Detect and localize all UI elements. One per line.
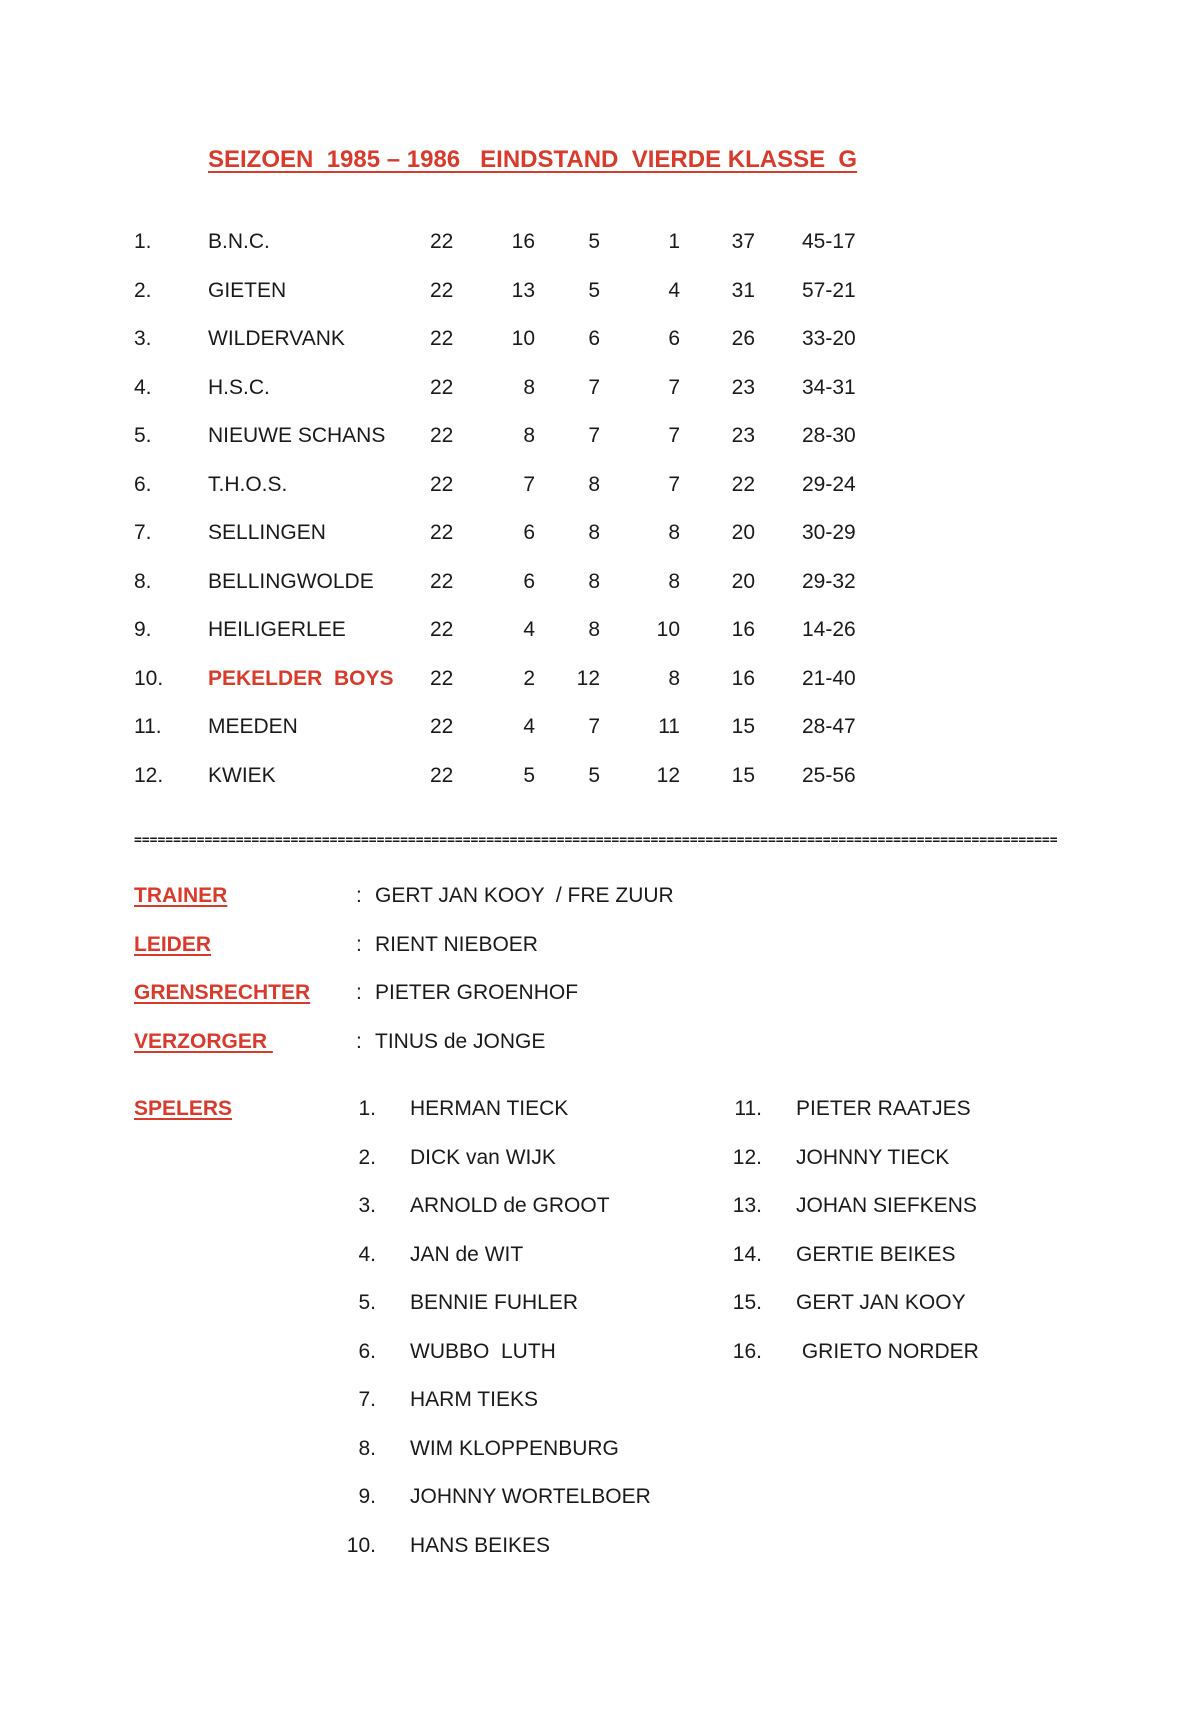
played-cell: 22 bbox=[430, 763, 454, 787]
played-cell: 22 bbox=[430, 666, 454, 690]
lost-cell: 7 bbox=[668, 375, 680, 399]
won-cell: 6 bbox=[523, 521, 535, 544]
position-cell: 6. bbox=[134, 472, 152, 496]
table-row bbox=[0, 667, 1196, 697]
position-cell: 1. bbox=[134, 230, 152, 253]
lost-cell: 12 bbox=[656, 763, 680, 787]
player-name: GRIETO NORDER bbox=[796, 1339, 979, 1363]
player-item bbox=[336, 1194, 736, 1224]
drawn-cell: 12 bbox=[576, 666, 600, 690]
goal-difference-cell: 45-17 bbox=[802, 230, 856, 253]
player-number: 13. bbox=[732, 1194, 762, 1217]
staff-row bbox=[0, 884, 1196, 914]
table-row bbox=[0, 715, 1196, 745]
won-cell: 4 bbox=[523, 618, 535, 641]
played-cell: 22 bbox=[430, 521, 454, 544]
drawn-cell: 7 bbox=[588, 715, 600, 738]
lost-cell: 7 bbox=[668, 472, 680, 496]
played-cell: 22 bbox=[430, 327, 454, 350]
team-name-cell: NIEUWE SCHANS bbox=[208, 424, 386, 447]
points-cell: 23 bbox=[731, 375, 755, 399]
player-name: JOHNNY WORTELBOER bbox=[410, 1485, 651, 1508]
team-name-cell: SELLINGEN bbox=[208, 521, 326, 544]
drawn-cell: 7 bbox=[588, 424, 600, 447]
position-cell: 5. bbox=[134, 424, 152, 447]
played-cell: 22 bbox=[430, 230, 454, 253]
staff-role: VERZORGER bbox=[134, 1029, 273, 1053]
won-cell: 8 bbox=[523, 375, 535, 399]
player-item bbox=[336, 1146, 736, 1176]
team-name-cell: T.H.O.S. bbox=[208, 472, 288, 496]
player-number: 10. bbox=[346, 1533, 376, 1557]
position-cell: 9. bbox=[134, 618, 152, 641]
lost-cell: 7 bbox=[668, 424, 680, 447]
won-cell: 8 bbox=[523, 424, 535, 447]
team-name-cell: GIETEN bbox=[208, 278, 287, 302]
staff-row bbox=[0, 1030, 1196, 1060]
points-cell: 20 bbox=[731, 521, 755, 544]
goal-difference-cell: 14-26 bbox=[802, 618, 856, 641]
played-cell: 22 bbox=[430, 424, 454, 447]
table-row bbox=[0, 764, 1196, 794]
divider-line: ====================================================================================================================== bbox=[134, 834, 1058, 848]
player-name: JOHAN SIEFKENS bbox=[796, 1194, 977, 1217]
player-item bbox=[336, 1243, 736, 1273]
player-item bbox=[336, 1291, 736, 1321]
team-name-cell: B.N.C. bbox=[208, 230, 270, 253]
staff-role: TRAINER bbox=[134, 884, 228, 907]
played-cell: 22 bbox=[430, 472, 454, 496]
lost-cell: 11 bbox=[658, 715, 680, 738]
table-row bbox=[0, 521, 1196, 551]
goal-difference-cell: 33-20 bbox=[802, 327, 856, 350]
played-cell: 22 bbox=[430, 375, 454, 399]
player-item bbox=[336, 1437, 736, 1467]
player-name: HARM TIEKS bbox=[410, 1388, 538, 1411]
lost-cell: 8 bbox=[668, 666, 680, 690]
player-item bbox=[722, 1194, 1122, 1224]
player-name: BENNIE FUHLER bbox=[410, 1291, 579, 1314]
player-number: 14. bbox=[732, 1242, 762, 1266]
colon-separator: : bbox=[356, 981, 362, 1004]
points-cell: 26 bbox=[731, 327, 755, 350]
lost-cell: 4 bbox=[668, 278, 680, 302]
player-number: 15. bbox=[732, 1291, 762, 1314]
lost-cell: 8 bbox=[668, 569, 680, 593]
colon-separator: : bbox=[356, 932, 362, 956]
points-cell: 20 bbox=[731, 569, 755, 593]
table-row bbox=[0, 473, 1196, 503]
points-cell: 15 bbox=[731, 763, 755, 787]
table-row bbox=[0, 327, 1196, 357]
played-cell: 22 bbox=[430, 715, 454, 738]
position-cell: 10. bbox=[134, 666, 164, 690]
player-number: 11. bbox=[734, 1097, 762, 1120]
table-row bbox=[0, 279, 1196, 309]
player-name: ARNOLD de GROOT bbox=[410, 1194, 610, 1217]
played-cell: 22 bbox=[430, 618, 454, 641]
staff-row bbox=[0, 933, 1196, 963]
player-name: JOHNNY TIECK bbox=[796, 1145, 950, 1169]
colon-separator: : bbox=[356, 884, 362, 907]
points-cell: 16 bbox=[731, 666, 755, 690]
player-number: 8. bbox=[358, 1436, 376, 1460]
player-item bbox=[336, 1388, 736, 1418]
staff-name: TINUS de JONGE bbox=[375, 1029, 546, 1053]
team-name-cell: BELLINGWOLDE bbox=[208, 569, 374, 593]
drawn-cell: 5 bbox=[588, 763, 600, 787]
won-cell: 2 bbox=[523, 666, 535, 690]
player-item bbox=[722, 1243, 1122, 1273]
drawn-cell: 8 bbox=[588, 569, 600, 593]
player-number: 4. bbox=[358, 1242, 376, 1266]
player-number: 7. bbox=[358, 1388, 376, 1411]
goal-difference-cell: 29-32 bbox=[802, 569, 856, 593]
table-row bbox=[0, 570, 1196, 600]
player-name: HANS BEIKES bbox=[410, 1533, 551, 1557]
played-cell: 22 bbox=[430, 278, 454, 302]
position-cell: 2. bbox=[134, 278, 152, 302]
won-cell: 10 bbox=[511, 327, 535, 350]
lost-cell: 8 bbox=[668, 521, 680, 544]
goal-difference-cell: 28-47 bbox=[802, 715, 856, 738]
staff-row bbox=[0, 981, 1196, 1011]
won-cell: 7 bbox=[523, 472, 535, 496]
player-item bbox=[336, 1485, 736, 1515]
goal-difference-cell: 25-56 bbox=[802, 763, 856, 787]
won-cell: 6 bbox=[523, 569, 535, 593]
goal-difference-cell: 21-40 bbox=[802, 666, 856, 690]
position-cell: 3. bbox=[134, 327, 152, 350]
player-name: GERT JAN KOOY bbox=[796, 1291, 966, 1314]
position-cell: 11. bbox=[134, 715, 162, 738]
table-row bbox=[0, 618, 1196, 648]
player-name: GERTIE BEIKES bbox=[796, 1242, 956, 1266]
position-cell: 8. bbox=[134, 569, 152, 593]
team-name-cell: PEKELDER BOYS bbox=[208, 666, 394, 690]
points-cell: 22 bbox=[731, 472, 755, 496]
player-number: 6. bbox=[358, 1339, 376, 1363]
player-item bbox=[722, 1340, 1122, 1370]
player-name: PIETER RAATJES bbox=[796, 1097, 971, 1120]
player-number: 16. bbox=[732, 1339, 762, 1363]
player-name: JAN de WIT bbox=[410, 1242, 524, 1266]
team-name-cell: HEILIGERLEE bbox=[208, 618, 346, 641]
player-item bbox=[722, 1146, 1122, 1176]
goal-difference-cell: 30-29 bbox=[802, 521, 856, 544]
lost-cell: 10 bbox=[656, 618, 680, 641]
drawn-cell: 7 bbox=[588, 375, 600, 399]
points-cell: 37 bbox=[731, 230, 755, 253]
drawn-cell: 8 bbox=[588, 472, 600, 496]
goal-difference-cell: 28-30 bbox=[802, 424, 856, 447]
position-cell: 12. bbox=[134, 763, 164, 787]
player-number: 1. bbox=[358, 1097, 376, 1120]
player-name: HERMAN TIECK bbox=[410, 1097, 569, 1120]
team-name-cell: KWIEK bbox=[208, 763, 276, 787]
team-name-cell: MEEDEN bbox=[208, 715, 298, 738]
position-cell: 7. bbox=[134, 521, 152, 544]
won-cell: 4 bbox=[523, 715, 535, 738]
player-item bbox=[336, 1534, 736, 1564]
goal-difference-cell: 57-21 bbox=[802, 278, 856, 302]
lost-cell: 1 bbox=[668, 230, 680, 253]
player-name: WUBBO LUTH bbox=[410, 1339, 556, 1363]
player-item bbox=[722, 1291, 1122, 1321]
player-number: 5. bbox=[358, 1291, 376, 1314]
goal-difference-cell: 29-24 bbox=[802, 472, 856, 496]
player-number: 2. bbox=[358, 1145, 376, 1169]
drawn-cell: 8 bbox=[588, 521, 600, 544]
drawn-cell: 6 bbox=[588, 327, 600, 350]
drawn-cell: 8 bbox=[588, 618, 600, 641]
points-cell: 31 bbox=[731, 278, 755, 302]
team-name-cell: H.S.C. bbox=[208, 375, 270, 399]
points-cell: 23 bbox=[731, 424, 755, 447]
won-cell: 16 bbox=[511, 230, 535, 253]
position-cell: 4. bbox=[134, 375, 152, 399]
won-cell: 13 bbox=[511, 278, 535, 302]
table-row bbox=[0, 230, 1196, 260]
player-name: DICK van WIJK bbox=[410, 1145, 556, 1169]
played-cell: 22 bbox=[430, 569, 454, 593]
player-number: 12. bbox=[732, 1145, 762, 1169]
page-title: SEIZOEN 1985 – 1986 EINDSTAND VIERDE KLASSE G bbox=[208, 146, 858, 173]
player-item bbox=[336, 1340, 736, 1370]
player-item bbox=[722, 1097, 1122, 1127]
lost-cell: 6 bbox=[668, 327, 680, 350]
staff-name: RIENT NIEBOER bbox=[375, 932, 538, 956]
goal-difference-cell: 34-31 bbox=[802, 375, 856, 399]
table-row bbox=[0, 376, 1196, 406]
player-item bbox=[336, 1097, 736, 1127]
staff-role: GRENSRECHTER bbox=[134, 981, 311, 1004]
drawn-cell: 5 bbox=[588, 278, 600, 302]
staff-name: GERT JAN KOOY / FRE ZUUR bbox=[375, 884, 674, 907]
staff-name: PIETER GROENHOF bbox=[375, 981, 579, 1004]
won-cell: 5 bbox=[523, 763, 535, 787]
points-cell: 15 bbox=[731, 715, 755, 738]
player-number: 9. bbox=[358, 1485, 376, 1508]
player-number: 3. bbox=[358, 1194, 376, 1217]
table-row bbox=[0, 424, 1196, 454]
player-name: WIM KLOPPENBURG bbox=[410, 1436, 619, 1460]
team-name-cell: WILDERVANK bbox=[208, 327, 345, 350]
staff-role: LEIDER bbox=[134, 932, 212, 956]
players-label: SPELERS bbox=[134, 1097, 233, 1120]
colon-separator: : bbox=[356, 1029, 362, 1053]
points-cell: 16 bbox=[731, 618, 755, 641]
drawn-cell: 5 bbox=[588, 230, 600, 253]
